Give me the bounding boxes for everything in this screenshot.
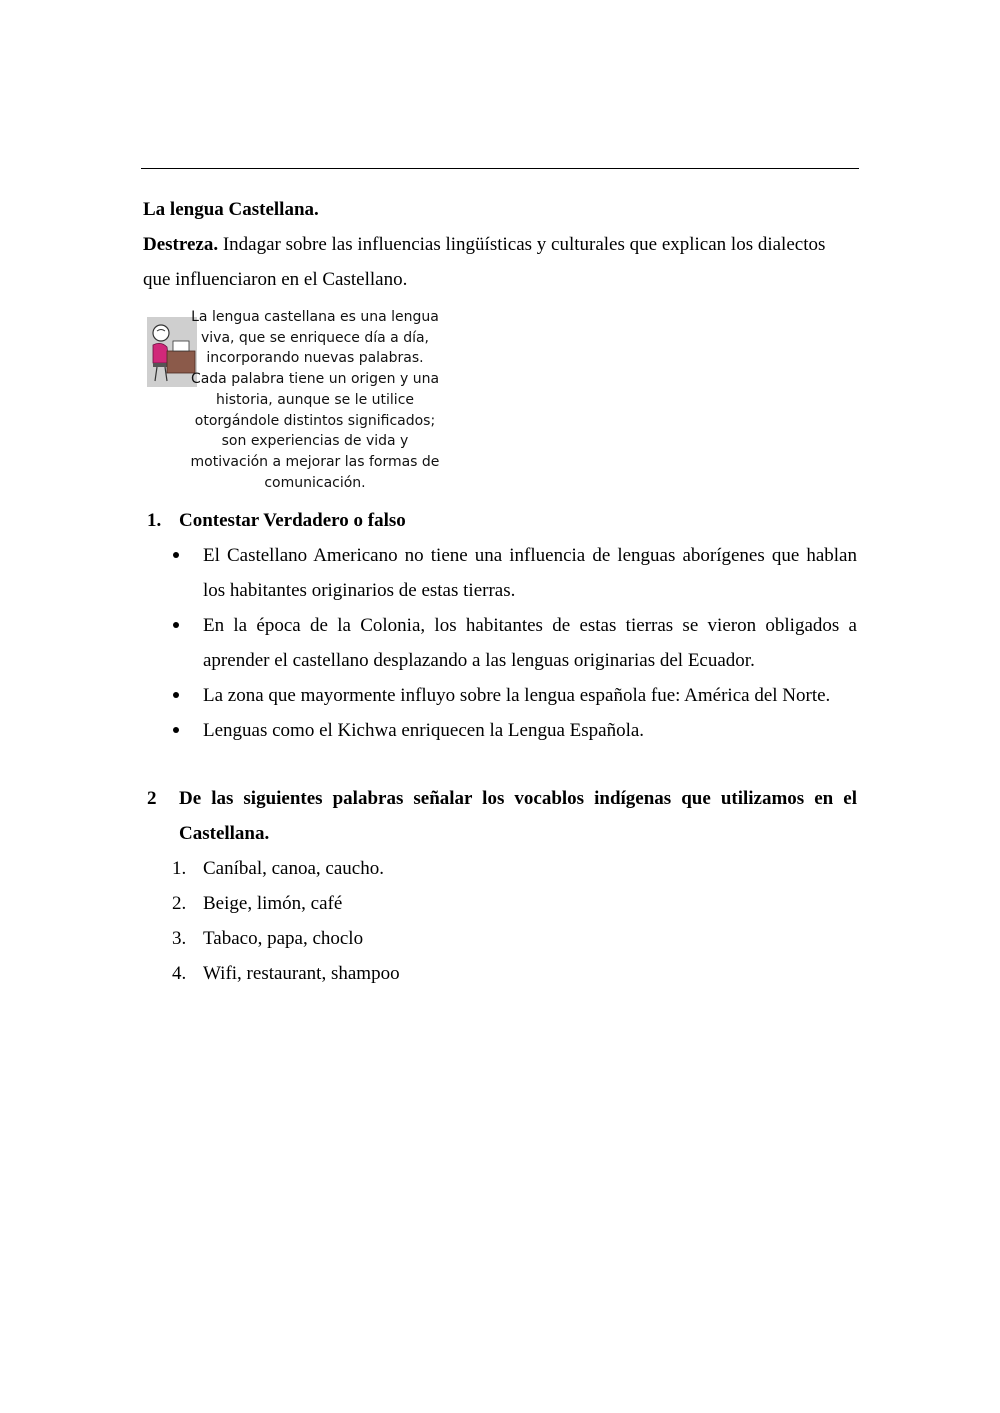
intro-line: incorporando nuevas palabras. [206, 350, 424, 367]
option-number: 3. [172, 928, 187, 949]
list-item [168, 678, 857, 713]
statement-text: En la época de la Colonia, los habitantes de estas tierras se vieron obligados a aprender el castellano desplazando a las lenguas originarias del Ecuador. [203, 615, 857, 671]
list-item [168, 538, 857, 608]
option-number: 4. [172, 963, 187, 984]
statement-text: El Castellano Americano no tiene una influencia de lenguas aborígenes que hablan los habitantes originarios de estas tierras. [203, 545, 857, 601]
intro-line: otorgándole distintos significados; [194, 412, 436, 429]
bullet-icon [173, 552, 179, 558]
statement-text: La zona que mayormente influyo sobre la lengua española fue: América del Norte. [203, 685, 831, 706]
option-number: 2. [172, 893, 187, 914]
destreza-text: Indagar sobre las influencias lingüísticas y culturales que explican los dialectos que influenciaron en el Castellano. [143, 234, 826, 290]
question-1-title: Contestar Verdadero o falso [179, 510, 406, 531]
intro-line: son experiencias de vida y [221, 433, 409, 450]
statement-text: Lenguas como el Kichwa enriquecen la Lengua Española. [203, 720, 645, 741]
header-section [143, 192, 857, 297]
destreza-label: Destreza. [143, 234, 219, 255]
list-item [168, 608, 857, 678]
list-item [168, 713, 857, 748]
intro-text [185, 307, 445, 493]
question-2-number: 2 [147, 788, 157, 809]
bullet-icon [173, 622, 179, 628]
list-item [168, 851, 857, 886]
header-rule [141, 168, 859, 169]
option-text: Tabaco, papa, choclo [203, 928, 364, 949]
intro-line: comunicación. [264, 474, 366, 491]
option-number: 1. [172, 858, 187, 879]
intro-box [145, 307, 445, 497]
list-item [168, 921, 857, 956]
option-text: Beige, limón, café [203, 893, 343, 914]
question-1-number: 1. [147, 510, 162, 531]
question-2-heading [147, 781, 857, 851]
intro-line: historia, aunque se le utilice [215, 391, 415, 408]
page-title: La lengua Castellana. [143, 199, 319, 220]
question-1-list [168, 538, 857, 748]
list-item [168, 886, 857, 921]
question-2-title: De las siguientes palabras señalar los vocablos indígenas que utilizamos en el Castellana. [179, 788, 857, 844]
bullet-icon [173, 727, 179, 733]
intro-line: viva, que se enriquece día a día, [200, 329, 430, 346]
intro-line: motivación a mejorar las formas de [190, 453, 440, 470]
option-text: Caníbal, canoa, caucho. [203, 858, 384, 879]
question-1-heading [147, 503, 857, 538]
destreza-paragraph [143, 227, 857, 297]
option-text: Wifi, restaurant, shampoo [203, 963, 400, 984]
intro-line: La lengua castellana es una lengua [191, 309, 439, 325]
bullet-icon [173, 692, 179, 698]
list-item [168, 956, 857, 991]
intro-line: Cada palabra tiene un origen y una [190, 371, 440, 388]
question-2-options [168, 851, 857, 991]
